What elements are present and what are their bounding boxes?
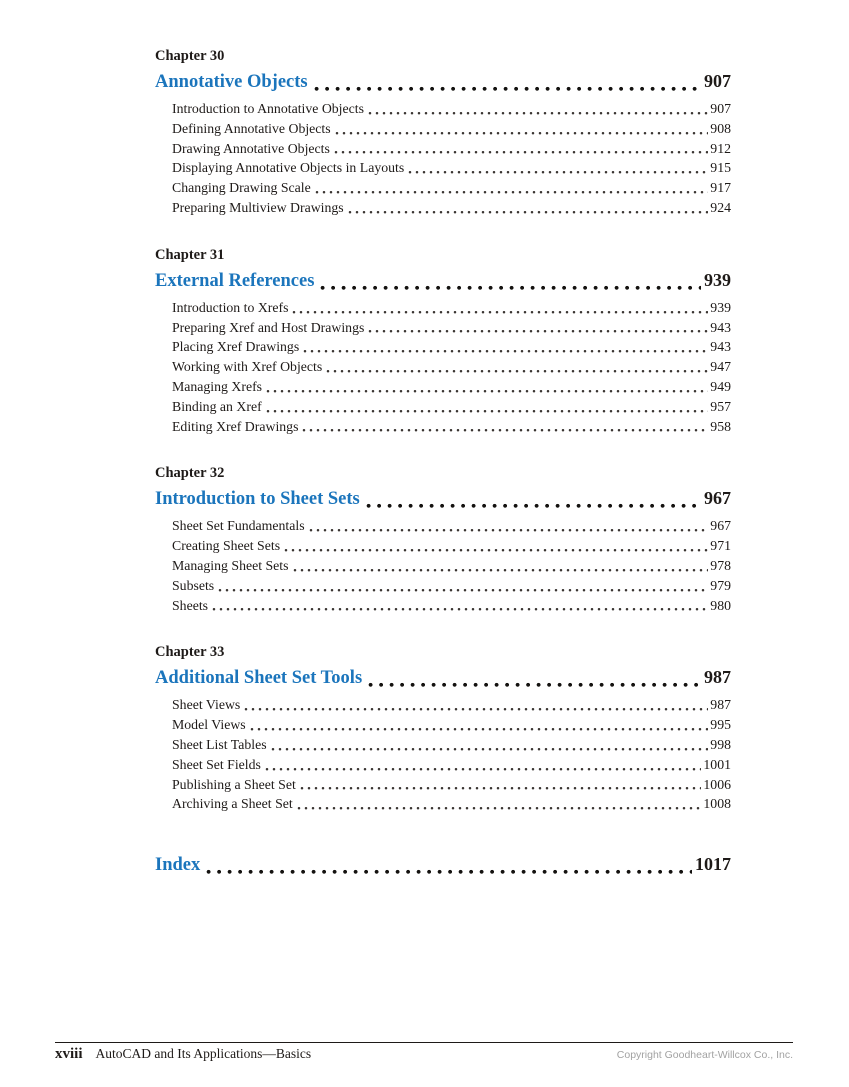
entry-page-number: 907 [710,101,731,116]
entry-page-number: 943 [710,319,731,335]
entry-title: Editing Xref Drawings [172,418,299,434]
dot-leader [408,170,708,175]
dot-leader [300,786,702,791]
entry-title: Working with Xref Objects [172,359,323,375]
toc-entry [155,735,731,755]
toc-entry [155,337,731,357]
toc-section [155,851,731,879]
dot-leader [271,747,709,752]
chapter-title: Index [155,855,201,876]
toc-entry [155,536,731,556]
toc-entry [155,715,731,735]
toc-entry [155,99,731,119]
entry-page-number: 1001 [703,756,731,772]
dot-leader [348,210,709,215]
toc-section [155,463,731,615]
toc-entry [155,158,731,178]
chapter-title: Additional Sheet Set Tools [155,668,363,689]
dot-leader [292,310,708,315]
dot-leader [303,349,708,354]
toc-entry [155,139,731,159]
dot-leader [212,607,708,612]
entry-title: Sheet Set Fundamentals [172,518,305,534]
entry-page-number: 915 [710,160,731,176]
toc-entry [155,516,731,536]
entry-title: Introduction to Xrefs [172,299,289,315]
entry-page-number: 939 [710,299,731,315]
dot-leader [315,190,709,195]
entry-title: Preparing Xref and Host Drawings [172,319,365,335]
toc-entry [155,556,731,576]
entry-title: Managing Xrefs [172,378,263,394]
chapter-title: Annotative Objects [155,72,308,92]
entry-page-number: 957 [710,398,731,414]
chapter-label: Chapter 31 [155,246,225,263]
toc-entry [155,417,731,437]
toc [155,46,731,882]
book-title: AutoCAD and Its Applications—Basics [95,1046,312,1061]
entry-title: Sheet Set Fields [172,756,261,772]
dot-leader [309,528,709,533]
entry-title: Placing Xref Drawings [172,339,300,355]
toc-entry [155,596,731,616]
toc-section [155,642,731,814]
copyright-notice: Copyright Goodheart-Willcox Co., Inc. [616,1049,793,1061]
entry-title: Publishing a Sheet Set [172,776,296,792]
toc-entry [155,576,731,596]
dot-leader [314,86,701,92]
toc-entry [155,119,731,139]
dot-leader [368,111,708,116]
toc-section [155,245,731,437]
entry-page-number: 947 [710,359,731,375]
entry-page-number: 908 [710,120,731,136]
chapter-page-number: 987 [704,667,731,688]
entry-page-number: 912 [710,140,731,156]
footer [55,1046,793,1063]
entry-page-number: 917 [710,180,731,196]
toc-entry [155,318,731,338]
entry-title: Sheet Views [172,697,241,713]
entry-title: Archiving a Sheet Set [172,796,293,812]
toc-entry [155,794,731,814]
toc-entry [155,695,731,715]
toc-section [155,46,731,218]
dot-leader [302,428,708,433]
dot-leader [218,588,708,593]
chapter-entries [155,99,731,218]
chapter-title: Introduction to Sheet Sets [155,489,360,510]
toc-entry [155,178,731,198]
chapter-label: Chapter 33 [155,644,225,661]
chapter-title: External References [155,270,315,291]
dot-leader [320,285,701,291]
chapter-page-number: 967 [704,488,731,509]
entry-title: Drawing Annotative Objects [172,140,330,156]
chapter-title-row [155,851,731,879]
chapter-entries [155,695,731,814]
dot-leader [335,131,709,136]
dot-leader [284,548,708,553]
chapter-label: Chapter 32 [155,465,225,482]
chapter-entries [155,516,731,615]
entry-page-number: 998 [710,736,731,752]
dot-leader [265,767,701,772]
toc-entry [155,298,731,318]
dot-leader [368,682,701,688]
entry-page-number: 979 [710,577,731,593]
dot-leader [206,869,692,875]
footer-rule [55,1042,793,1043]
chapter-label: Chapter 30 [155,48,225,64]
entry-page-number: 978 [710,557,731,573]
entry-page-number: 995 [710,717,731,733]
entry-title: Creating Sheet Sets [172,538,281,554]
toc-entry [155,357,731,377]
entry-page-number: 987 [710,697,731,713]
chapter-title-row [155,267,731,295]
entry-title: Preparing Multiview Drawings [172,199,344,215]
entry-page-number: 971 [710,538,731,554]
chapter-page-number: 939 [704,269,731,290]
dot-leader [334,150,708,155]
chapter-page-number: 907 [704,71,731,91]
toc-entry [155,377,731,397]
dot-leader [250,727,709,732]
entry-title: Managing Sheet Sets [172,557,289,573]
entry-page-number: 924 [710,199,731,215]
entry-title: Sheets [172,597,209,613]
page-number-roman: xviii [55,1046,83,1062]
entry-page-number: 967 [710,518,731,534]
toc-entry [155,198,731,218]
dot-leader [366,503,701,509]
chapter-title-row [155,68,731,96]
entry-page-number: 1008 [703,796,731,812]
entry-title: Introduction to Annotative Objects [172,101,364,116]
entry-title: Defining Annotative Objects [172,120,331,136]
chapter-title-row [155,485,731,513]
footer-left [55,1046,311,1063]
dot-leader [368,329,708,334]
entry-page-number: 980 [710,597,731,613]
toc-entry [155,775,731,795]
dot-leader [326,369,708,374]
toc-entry [155,755,731,775]
dot-leader [266,389,708,394]
entry-page-number: 958 [710,418,731,434]
entry-title: Subsets [172,577,215,593]
chapter-title-row [155,664,731,692]
entry-title: Displaying Annotative Objects in Layouts [172,160,405,176]
dot-leader [297,806,702,811]
chapter-entries [155,298,731,437]
entry-title: Binding an Xref [172,398,262,414]
dot-leader [293,568,709,573]
dot-leader [266,409,709,414]
entry-title: Changing Drawing Scale [172,180,311,196]
entry-title: Sheet List Tables [172,736,267,752]
dot-leader [244,707,708,712]
entry-page-number: 949 [710,378,731,394]
chapter-page-number: 1017 [695,854,731,875]
entry-title: Model Views [172,717,246,733]
toc-entry [155,397,731,417]
entry-page-number: 943 [710,339,731,355]
entry-page-number: 1006 [703,776,731,792]
